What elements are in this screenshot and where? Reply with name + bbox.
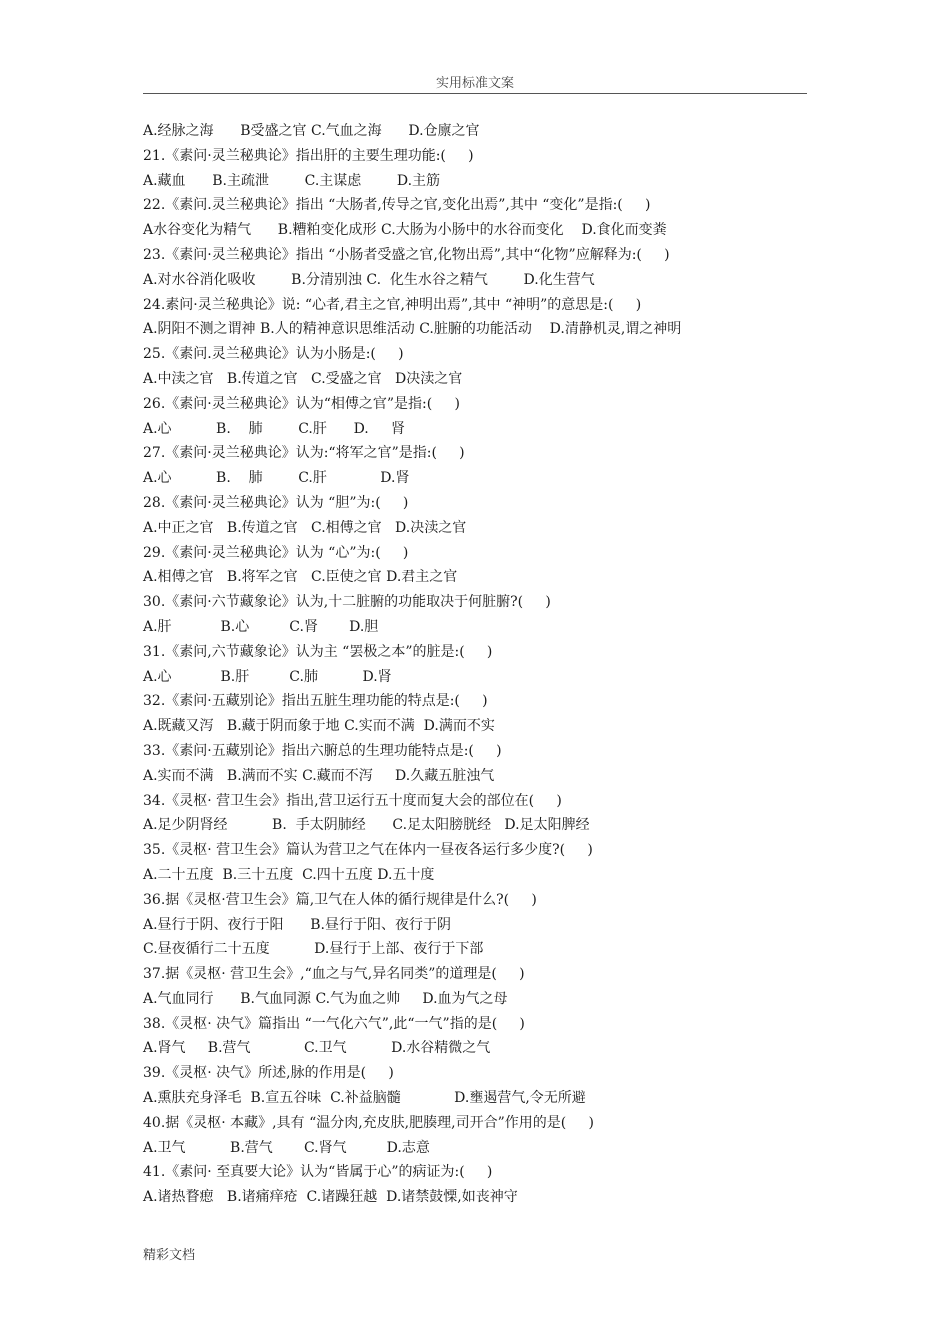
text-line: A.二十五度 B.三十五度 C.四十五度 D.五十度 [143, 866, 435, 883]
text-line: A.气血同行 B.气血同源 C.气为血之帅 D.血为气之母 [143, 990, 508, 1007]
text-line: A.既藏又泻 B.藏于阴而象于地 C.实而不满 D.满而不实 [143, 718, 495, 735]
question-line: 39.《灵枢· 决气》所述,脉的作用是( ) [143, 1065, 394, 1082]
question-line: 24.素问·灵兰秘典论》说: “心者,君主之官,神明出焉”,其中 “神明”的意思是:( ) [143, 296, 642, 313]
text-line: A.阴阳不测之谓神 B.人的精神意识思维活动 C.脏腑的功能活动 D.清静机灵,谓之神明 [143, 321, 682, 338]
text-line: A.藏血 B.主疏泄 C.主谋虑 D.主筋 [143, 172, 441, 189]
question-line: 41.《素问· 至真要大论》认为“皆属于心”的病证为:( ) [143, 1164, 493, 1181]
question-line: 29.《素问·灵兰秘典论》认为 “心”为:( ) [143, 544, 409, 561]
question-line: 35.《灵枢· 营卫生会》篇认为营卫之气在体内一昼夜各运行多少度?( ) [143, 842, 593, 859]
page-header: 实用标准文案 [435, 76, 514, 91]
text-line: A.诸热瞀瘛 B.诸痛痒疮 C.诸躁狂越 D.诸禁鼓慄,如丧神守 [143, 1189, 518, 1206]
text-line: A.对水谷消化吸收 B.分清别浊 C. 化生水谷之精气 D.化生营气 [143, 271, 595, 288]
question-line: 32.《素问·五藏别论》指出五脏生理功能的特点是:( ) [143, 693, 488, 710]
text-line: A.中正之官 B.传道之官 C.相傅之官 D.决渎之官 [143, 519, 467, 536]
document-body [143, 119, 813, 1210]
question-line: 40.据《灵枢· 本藏》,具有 “温分肉,充皮肤,肥腠理,司开合”作用的是( ) [143, 1114, 594, 1131]
question-line: 28.《素问·灵兰秘典论》认为 “胆”为:( ) [143, 494, 409, 511]
question-line: 26.《素问·灵兰秘典论》认为“相傅之官”是指:( ) [143, 395, 460, 412]
text-line: A.肾气 B.营气 C.卫气 D.水谷精微之气 [143, 1040, 491, 1057]
question-line: 27.《素问·灵兰秘典论》认为:“将军之官”是指:( ) [143, 445, 465, 462]
text-line: A.心 B. 肺 C.肝 D.肾 [143, 470, 410, 487]
question-line: 30.《素问·六节藏象论》认为,十二脏腑的功能取决于何脏腑?( ) [143, 594, 551, 611]
question-line: 23.《素问·灵兰秘典论》指出 “小肠者受盛之官,化物出焉”,其中“化物”应解释为:( ) [143, 246, 670, 263]
text-line: A.中渎之官 B.传道之官 C.受盛之官 D决渎之官 [143, 370, 463, 387]
question-line: 33.《素问·五藏别论》指出六腑总的生理功能特点是:( ) [143, 742, 502, 759]
question-line: 34.《灵枢· 营卫生会》指出,营卫运行五十度而复大会的部位在( ) [143, 792, 562, 809]
question-line: 22.《素问.灵兰秘典论》指出 “大肠者,传导之官,变化出焉”,其中 “变化”是指:( ) [143, 197, 651, 214]
question-line: 21.《素问·灵兰秘典论》指出肝的主要生理功能:( ) [143, 147, 474, 164]
header-rule [143, 93, 807, 94]
text-line: A.经脉之海 B受盛之官 C.气血之海 D.仓廪之官 [143, 123, 480, 139]
question-line: 36.据《灵枢·营卫生会》篇,卫气在人体的循行规律是什么?( ) [143, 891, 537, 908]
page-footer: 精彩文档 [143, 1248, 196, 1263]
question-line: 37.据《灵枢· 营卫生会》,“血之与气,异名同类”的道理是( ) [143, 966, 525, 983]
text-line: A水谷变化为精气 B.糟粕变化成形 C.大肠为小肠中的水谷而变化 D.食化而变粪 [143, 222, 667, 239]
text-line: A.心 B. 肺 C.肝 D. 肾 [143, 420, 405, 437]
question-line: 38.《灵枢· 决气》篇指出 “一气化六气”,此“一气”指的是( ) [143, 1015, 525, 1032]
text-line: A.实而不满 B.满而不实 C.藏而不泻 D.久藏五脏浊气 [143, 767, 495, 784]
text-line: C.昼夜循行二十五度 D.昼行于上部、夜行于下部 [143, 941, 484, 958]
text-line: A.昼行于阴、夜行于阳 B.昼行于阳、夜行于阴 [143, 916, 451, 933]
text-line: A.相傅之官 B.将军之官 C.臣使之官 D.君主之官 [143, 569, 458, 586]
text-line: A.心 B.肝 C.肺 D.肾 [143, 668, 392, 685]
question-line: 25.《素问.灵兰秘典论》认为小肠是:( ) [143, 346, 404, 363]
text-line: A.肝 B.心 C.肾 D.胆 [143, 618, 379, 635]
question-line: 31.《素问,六节藏象论》认为主 “罢极之本”的脏是:( ) [143, 643, 493, 660]
text-line: A.足少阴肾经 B. 手太阴肺经 C.足太阳膀胱经 D.足太阳脾经 [143, 817, 590, 834]
text-line: A.卫气 B.营气 C.肾气 D.志意 [143, 1139, 430, 1156]
text-line: A.熏肤充身泽毛 B.宣五谷味 C.补益脑髓 D.壅遏营气,令无所避 [143, 1090, 586, 1107]
